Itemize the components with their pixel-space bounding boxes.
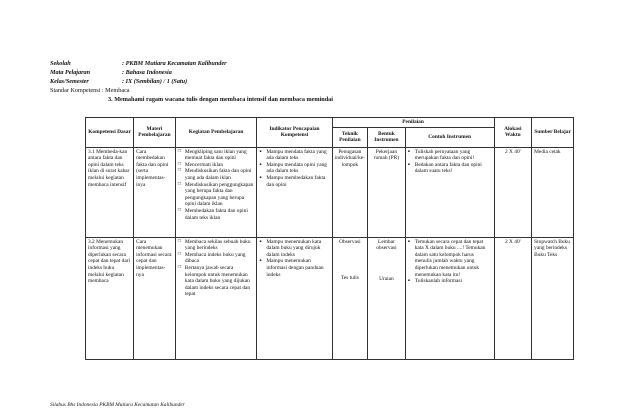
list-item: ▪ Temukan secara cepat dan tepat kata X dalam buku ....! Temukan dalam satu kelompok harus menulis jumlah waktu yang diperlukan menemukan untuk menemukan kata itu! <box>415 239 492 279</box>
page-footer: Silabus Bhs Indonesia PKBM Mutiara Kecamatan Kalibunder <box>50 402 185 408</box>
col-alokasi: Alokasi Waktu <box>494 118 532 148</box>
list-item: ▪ Mampu menemukan informasi dengan panduan indeks <box>266 258 329 278</box>
header-kelas <box>50 78 187 86</box>
list-item: □ Membaca sekilas sebuah buku yang berindeks <box>185 239 255 252</box>
list-item: ▪ Bedakan antara fakta dan opini dalam suatu teks! <box>415 162 492 175</box>
cell-teknik: Penugasan individual/ke-lompok <box>332 147 368 237</box>
bentuk-uraian: Uraian <box>379 275 394 282</box>
silabus-table <box>85 117 574 360</box>
teknik-tes-tulis: Tes tulis <box>340 275 359 282</box>
col-indikator: Indikator Pencapaian Kompetensi <box>257 118 332 148</box>
list-item: ▪ Mampu menemukan kata dalam buku yang dirujuk dalam indeks <box>266 239 329 259</box>
bentuk-lembar: Lembar observasi <box>376 238 397 252</box>
list-item: □ Membaca indeks buku yang dibaca <box>185 252 255 265</box>
cell-teknik <box>332 237 368 359</box>
cell-kegiatan <box>175 237 257 359</box>
cell-kd: 3.1 Membeda-kan antara fakta dan opini dalam teks iklan di surat kabar melalui kegiatan membaca intensif <box>86 147 134 237</box>
col-bentuk: Bentuk Instrumen <box>368 127 406 147</box>
header-sekolah <box>50 60 227 68</box>
standar-kompetensi-detail: 3. Memahami ragam wacana tulis dengan membaca intensif dan membaca memindai <box>108 96 333 103</box>
standar-kompetensi: Standar Kompetensi : Membaca <box>50 87 130 94</box>
col-teknik: Teknik Penilaian <box>332 127 368 147</box>
cell-materi: Cara menemukan informasi secara cepat dan implementas-nya <box>134 237 176 359</box>
mapel-value: : Bahasa Indonesia <box>122 69 172 76</box>
teknik-observasi: Observasi <box>339 238 361 245</box>
cell-kegiatan <box>175 147 257 237</box>
sekolah-value: : PKBM Mutiara Kecamatan Kalibunder <box>122 60 227 67</box>
sekolah-label: Sekolah <box>50 60 71 67</box>
list-item: ▪ Tuliskanlah informasi <box>415 278 492 285</box>
cell-contoh <box>405 147 494 237</box>
list-item: ▪ Mampu mendata fakta yang ada dalam teks <box>266 149 329 162</box>
table-row <box>86 237 574 359</box>
cell-sumber: Media cetak <box>532 147 574 237</box>
col-penilaian: Penilaian <box>332 118 494 128</box>
kelas-value: : IX (Sembilan) / 1 (Satu) <box>122 78 188 85</box>
list-item: ▪ Mampu mendata opini yang ada dalam teks <box>266 162 329 175</box>
list-item: ▪ Mampu membedakan fakta dan opini <box>266 175 329 188</box>
col-kegiatan: Kegiatan Pembelajaran <box>175 118 257 148</box>
header-mapel <box>50 69 172 77</box>
col-sumber: Sumber Belajar <box>532 118 574 148</box>
cell-alokasi: 2 X 40' <box>494 147 532 237</box>
table-row <box>86 147 574 237</box>
list-item: ▪ Tuliskah pernyataan yang merupakan fakta dan opini! <box>415 149 492 162</box>
cell-indikator <box>257 237 332 359</box>
list-item: □ Membedakan fakta dan opini dalam teks iklan <box>185 208 255 221</box>
list-item: □ Bertanya jawab secara kelompok untuk menemukan kata dalam buku yang dijukan dalam indeks secara cepat dan tepat <box>185 265 255 298</box>
cell-bentuk: Pekerjaan rumah (PR) <box>368 147 406 237</box>
cell-sumber: Stopwatch Buku yang berindeks Buku Teks <box>532 237 574 359</box>
kelas-label: Kelas/Semester <box>50 78 89 85</box>
col-contoh: Contoh Instrumen <box>405 127 494 147</box>
cell-alokasi: 2 X 40' <box>494 237 532 359</box>
cell-indikator <box>257 147 332 237</box>
cell-materi: Cara membedakan fakta dan opini (serta implementas-inya <box>134 147 176 237</box>
mapel-label: Mata Pelajaran <box>50 69 91 76</box>
cell-kd: 3.2 Menemukan informasi yang diperlukan secara cepat dan tepat dari indeks buku melalui kegiatan membaca <box>86 237 134 359</box>
cell-contoh <box>405 237 494 359</box>
col-materi: Materi Pembelajaran <box>134 118 176 148</box>
list-item: □ Mengkliping satu iklan yang memuat fakta dan opini <box>185 149 255 162</box>
list-item: □ Mendiskusikan penggungkapan yang berupa fakta dan pengungkapan yang berupa opini dalam iklan <box>185 182 255 208</box>
list-item: □ Mencermati iklan <box>185 162 255 169</box>
col-kd: Kompetensi Dasar <box>86 118 134 148</box>
list-item: □ Mendiskusikan fakta dan opini yang ada dalam iklan <box>185 168 255 181</box>
cell-bentuk <box>368 237 406 359</box>
